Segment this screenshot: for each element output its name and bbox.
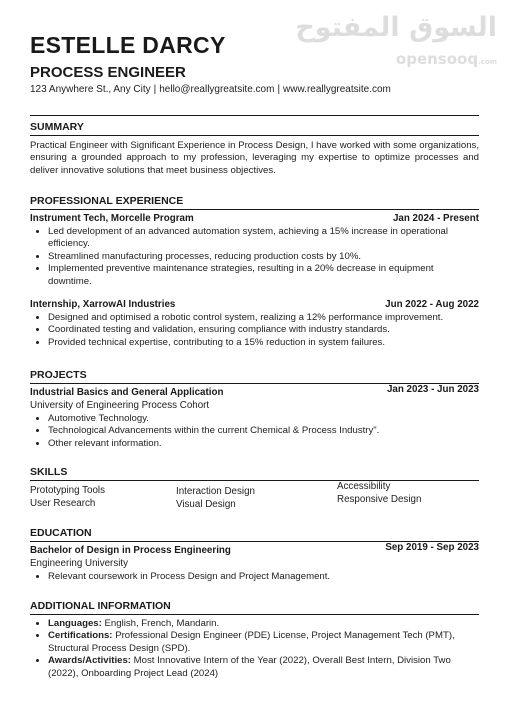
info-text: Professional Design Engineer (PDE) License, Project Management Tech (PMT), Structural Process Design (SPD). — [48, 630, 455, 654]
contact-line — [30, 84, 391, 95]
summary-text: Practical Engineer with Significant Experience in Process Design, I have worked with some organizations, ensuring a grounded approach to my profession, leveraging my expertise to optimize processes and deliver innovative solutions that meet business objectives. — [30, 140, 479, 176]
education-dates: Sep 2019 - Sep 2023 — [385, 542, 479, 553]
info-label: Languages: — [48, 618, 102, 629]
skills-heading: SKILLS — [30, 466, 68, 478]
section-divider — [30, 115, 479, 116]
project-bullets — [30, 413, 478, 450]
contact-website: www.reallygreatsite.com — [283, 84, 391, 95]
job-bullets — [30, 312, 478, 349]
education-heading: EDUCATION — [30, 527, 92, 539]
job-title: Instrument Tech, Morcelle Program — [30, 213, 194, 224]
skill-item: Accessibility — [337, 481, 391, 492]
list-item: • Technological Advancements within the current Chemical & Process Industry". — [48, 425, 478, 437]
list-item — [48, 655, 468, 680]
education-bullets — [30, 571, 478, 583]
list-item: • Automotive Technology. — [48, 413, 478, 425]
list-item: • Provided technical expertise, contributing to a 15% reduction in system failures. — [48, 337, 478, 349]
projects-heading: PROJECTS — [30, 369, 87, 381]
list-item: • Coordinated testing and validation, ensuring compliance with industry standards. — [48, 324, 478, 336]
skill-item: Visual Design — [176, 499, 236, 510]
school-name: Engineering University — [30, 558, 129, 569]
list-item — [48, 618, 468, 630]
info-text: English, French, Mandarin. — [104, 618, 220, 629]
list-item — [48, 630, 468, 655]
job-dates: Jun 2022 - Aug 2022 — [385, 299, 479, 310]
info-text: Most Innovative Intern of the Year (2022), Overall Best Intern, Division Two (2022), Onboarding Project Lead (2024) — [48, 655, 451, 679]
experience-heading: PROFESSIONAL EXPERIENCE — [30, 195, 184, 207]
skill-item: Prototyping Tools — [30, 485, 105, 496]
contact-separator: | — [153, 84, 157, 95]
degree-title: Bachelor of Design in Process Engineering — [30, 545, 231, 556]
project-title: Industrial Basics and General Application — [30, 387, 224, 398]
contact-separator: | — [277, 84, 281, 95]
list-item: • Relevant coursework in Process Design and Project Management. — [48, 571, 478, 583]
job-bullets — [30, 226, 478, 288]
contact-address: 123 Anywhere St., Any City — [30, 84, 151, 95]
list-item: • Other relevant information. — [48, 438, 478, 450]
job-title: Internship, XarrowAI Industries — [30, 299, 176, 310]
watermark-latin-text — [396, 50, 497, 68]
section-divider — [30, 209, 479, 210]
job-dates: Jan 2024 - Present — [392, 213, 479, 224]
candidate-name: ESTELLE DARCY — [30, 32, 226, 58]
watermark-logo — [295, 12, 505, 80]
skill-item: Interaction Design — [176, 486, 255, 497]
summary-heading: SUMMARY — [30, 121, 84, 133]
skill-item: Responsive Design — [337, 494, 422, 505]
section-divider — [30, 135, 479, 136]
list-item: • Led development of an advanced automation system, achieving a 15% increase in operational efficiency. — [48, 226, 478, 251]
info-label: Certifications: — [48, 630, 113, 642]
additional-heading: ADDITIONAL INFORMATION — [30, 600, 171, 612]
candidate-role: PROCESS ENGINEER — [30, 64, 186, 81]
skill-item: User Research — [30, 498, 96, 509]
info-label: Awards/Activities: — [48, 655, 131, 667]
watermark-tld: .com — [478, 58, 497, 66]
contact-email: hello@reallygreatsite.com — [159, 84, 275, 95]
project-org: University of Engineering Process Cohort — [30, 400, 210, 411]
additional-bullets — [30, 618, 468, 680]
section-divider — [30, 480, 479, 481]
list-item: • Designed and optimised a robotic control system, realizing a 12% performance improvement. — [48, 312, 478, 324]
watermark-brand: opensooq — [395, 50, 479, 68]
project-dates: Jan 2023 - Jun 2023 — [386, 384, 479, 395]
watermark-arabic-text: السوق المفتوح — [295, 12, 497, 43]
list-item: • Implemented preventive maintenance strategies, resulting in a 20% decrease in equipment downtime. — [48, 263, 478, 288]
section-divider — [30, 614, 479, 615]
list-item: • Streamlined manufacturing processes, reducing production costs by 10%. — [48, 251, 478, 263]
